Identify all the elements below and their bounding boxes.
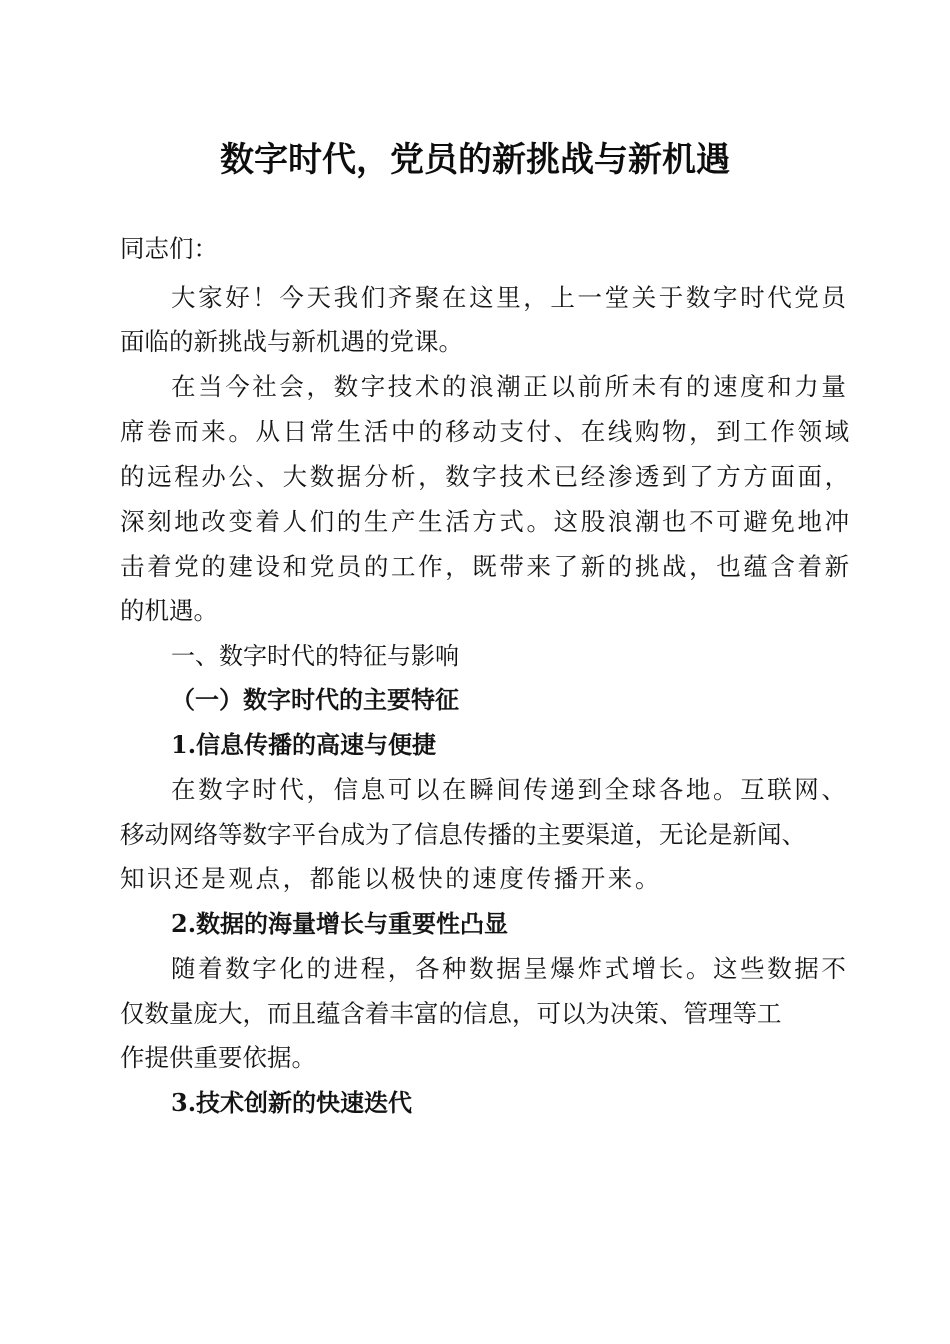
item-heading: 2.数据的海量增长与重要性凸显 [171, 909, 509, 938]
context-line: 的远程办公、大数据分析，数字技术已经渗透到了方方面面， [120, 462, 852, 491]
item-line: 作提供重要依据。 [120, 1043, 316, 1072]
salutation: 同志们： [120, 234, 218, 263]
item-line: 移动网络等数字平台成为了信息传播的主要渠道，无论是新闻、 [120, 820, 806, 849]
context-line: 在当今社会，数字技术的浪潮正以前所未有的速度和力量 [171, 372, 849, 401]
context-line: 席卷而来。从日常生活中的移动支付、在线购物，到工作领域 [120, 417, 852, 446]
document-title: 数字时代，党员的新挑战与新机遇 [220, 140, 730, 180]
item-line: 仅数量庞大，而且蕴含着丰富的信息，可以为决策、管理等工 [120, 999, 782, 1028]
item-heading: 1.信息传播的高速与便捷 [171, 730, 437, 759]
context-line: 击着党的建设和党员的工作，既带来了新的挑战，也蕴含着新 [120, 552, 852, 581]
item-line: 知识还是观点，都能以极快的速度传播开来。 [120, 864, 662, 893]
intro-line: 面临的新挑战与新机遇的党课。 [120, 327, 463, 356]
subsection-heading: （一）数字时代的主要特征 [171, 685, 459, 714]
intro-line: 大家好！今天我们齐聚在这里，上一堂关于数字时代党员 [171, 283, 849, 312]
context-line: 深刻地改变着人们的生产生活方式。这股浪潮也不可避免地冲 [120, 507, 852, 536]
item-line: 在数字时代，信息可以在瞬间传递到全球各地。互联网、 [171, 775, 849, 804]
section-heading: 一、数字时代的特征与影响 [171, 642, 459, 670]
context-line: 的机遇。 [120, 596, 218, 625]
item-line: 随着数字化的进程，各种数据呈爆炸式增长。这些数据不 [171, 954, 849, 983]
item-heading: 3.技术创新的快速迭代 [171, 1088, 413, 1117]
